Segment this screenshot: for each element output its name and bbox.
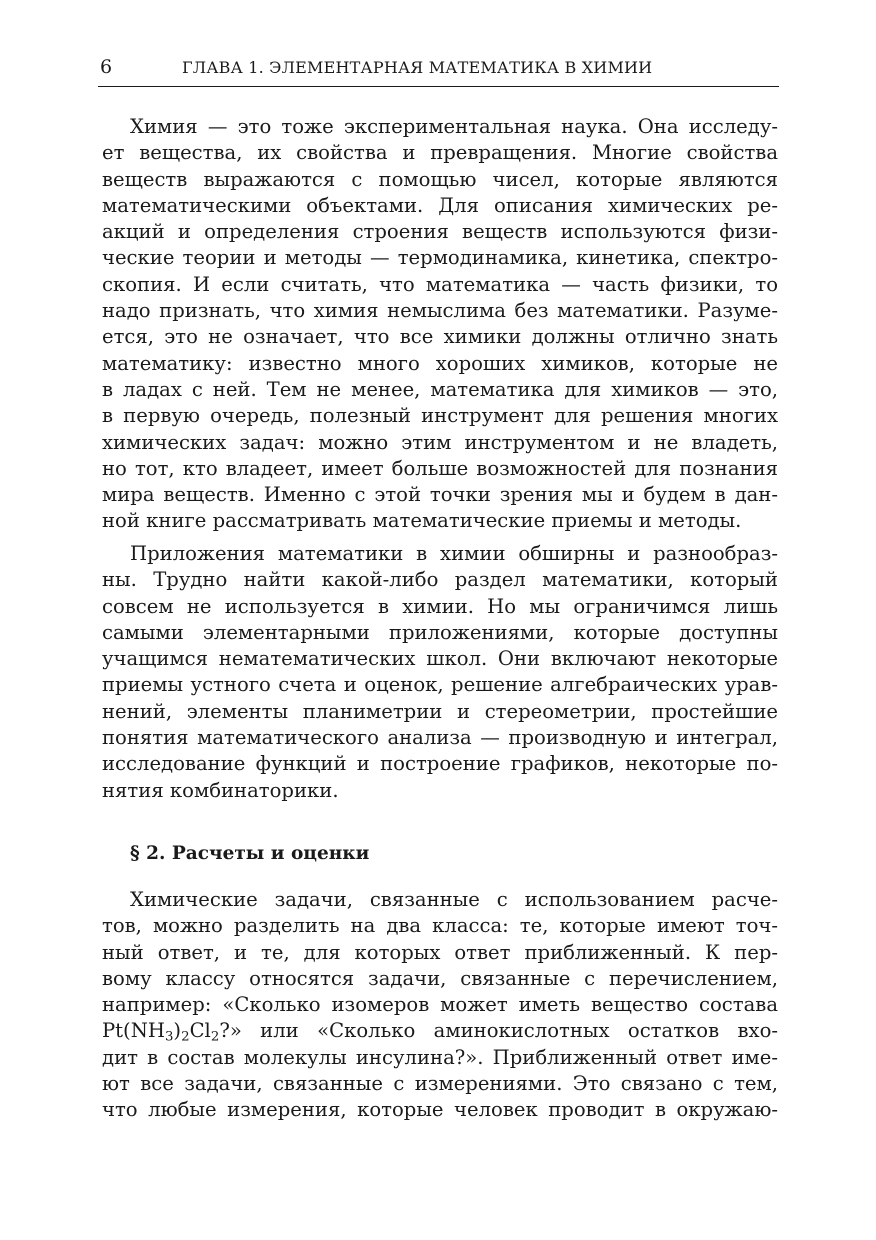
- formula-subscript: 3: [164, 1029, 174, 1045]
- text-line: исследование функций и построение графиков, некоторые по-: [102, 752, 778, 776]
- text-line: учащимся нематематических школ. Они включают некоторые: [102, 647, 778, 671]
- text-line: самыми элементарными приложениями, которые доступны: [102, 620, 778, 644]
- text-line: вому классу относятся задачи, связанные с перечислением,: [102, 966, 778, 990]
- text-line: ны. Трудно найти какой-либо раздел математики, который: [102, 568, 778, 592]
- text-line: приемы устного счета и оценок, решение алгебраических урав-: [102, 673, 778, 697]
- text-line: Химия — это тоже экспериментальная наука. Она исследу-: [130, 115, 778, 138]
- paragraph-3: [102, 887, 778, 1124]
- running-head: ГЛАВА 1. ЭЛЕМЕНТАРНАЯ МАТЕМАТИКА В ХИМИИ: [182, 58, 653, 77]
- formula-part: Pt(NH: [102, 1019, 165, 1043]
- text-line: мира веществ. Именно с этой точки зрения мы и будем в дан-: [102, 483, 778, 507]
- text-line: понятия математического анализа — производную и интеграл,: [102, 726, 778, 750]
- text-line: Химические задачи, связанные с использованием расче-: [130, 888, 778, 911]
- text-line: ной книге рассматривать математические приемы и методы.: [102, 509, 742, 533]
- text-line: ет вещества, их свойства и превращения. Многие свойства: [102, 141, 778, 165]
- text-line: в первую очередь, полезный инструмент для решения многих: [102, 404, 778, 428]
- text-line: нений, элементы планиметрии и стереометрии, простейшие: [102, 699, 778, 723]
- text-line: ный ответ, и те, для которых ответ приближенный. К пер-: [102, 940, 778, 964]
- text-line: Приложения математики в химии обширны и разнообраз-: [130, 542, 778, 565]
- text-line: например: «Сколько изомеров может иметь вещество состава: [102, 993, 778, 1017]
- text-line: химических задач: можно этим инструментом и не владеть,: [102, 430, 778, 454]
- page-header: [98, 54, 779, 87]
- formula-subscript: 2: [210, 1029, 220, 1045]
- section-heading: § 2. Расчеты и оценки: [130, 843, 370, 864]
- text-line: ют все задачи, связанные с измерениями. Это связано с тем,: [102, 1072, 778, 1096]
- text-line: но тот, кто владеет, имеет больше возможностей для познания: [102, 456, 778, 480]
- page-number: 6: [100, 56, 113, 78]
- formula-part: ): [173, 1019, 182, 1043]
- text-line: совсем не используется в химии. Но мы ограничимся лишь: [102, 594, 778, 618]
- text-line: ческие теории и методы — термодинамика, кинетика, спектро-: [102, 246, 778, 270]
- formula-subscript: 2: [181, 1029, 190, 1045]
- paragraph-2: [102, 541, 778, 804]
- formula-text: ?» или «Сколько аминокислотных остатков вхо-: [219, 1019, 778, 1043]
- paragraph-1: [102, 114, 778, 535]
- text-line: нятия комбинаторики.: [102, 778, 339, 802]
- text-line: что любые измерения, которые человек проводит в окружаю-: [102, 1098, 778, 1122]
- text-line: дит в состав молекулы инсулина?». Приближенный ответ име-: [102, 1045, 778, 1069]
- text-line: веществ выражаются с помощью чисел, которые являются: [102, 167, 778, 191]
- text-line: надо признать, что химия немыслима без математики. Разуме-: [102, 299, 778, 323]
- text-line: математическими объектами. Для описания химических ре-: [102, 193, 778, 217]
- text-line: тов, можно разделить на два класса: те, которые имеют точ-: [102, 914, 778, 938]
- text-line: в ладах с ней. Тем не менее, математика для химиков — это,: [102, 377, 778, 401]
- text-line: математику: известно много хороших химиков, которые не: [102, 351, 778, 375]
- formula-part: Cl: [189, 1019, 211, 1043]
- formula-line: [102, 1018, 778, 1044]
- text-line: ется, это не означает, что все химики должны отлично знать: [102, 325, 778, 349]
- text-line: акций и определения строения веществ используются физи-: [102, 220, 778, 244]
- text-line: скопия. И если считать, что математика — часть физики, то: [102, 272, 778, 296]
